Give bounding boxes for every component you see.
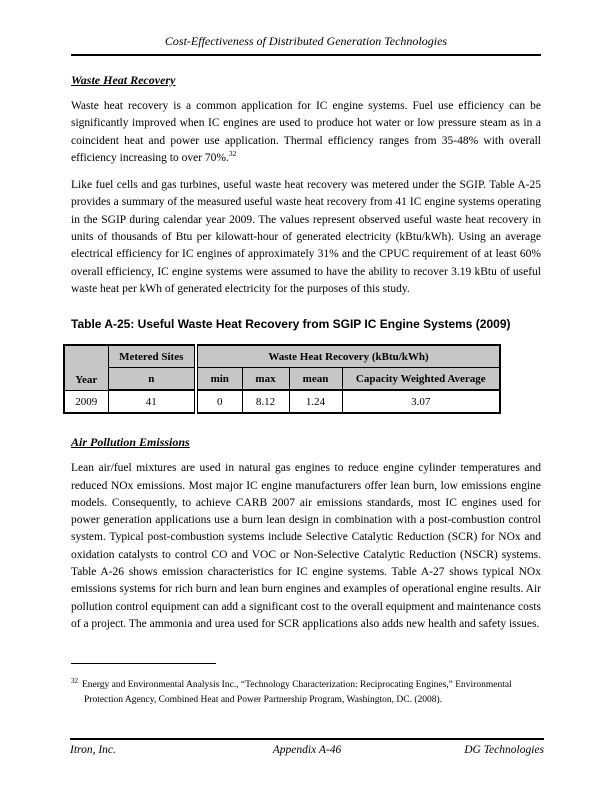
footnote-area <box>71 663 542 707</box>
footer-report-label: DG Technologies <box>464 744 544 756</box>
footnote-reference-32: 32 <box>228 149 237 159</box>
footer-company: Itron, Inc. <box>70 744 116 756</box>
page-footer <box>70 738 544 756</box>
table-header-mean: mean <box>289 368 342 391</box>
table-header-waste-heat-recovery-group: Waste Heat Recovery (kBtu/kWh) <box>196 345 500 368</box>
section-heading-waste-heat-recovery: Waste Heat Recovery <box>71 73 176 87</box>
footnote-separator-line <box>71 663 216 664</box>
paragraph-air-pollution-1: Lean air/fuel mixtures are used in natural gas engines to reduce engine cylinder temperatures and reduced NOx emissions. Most major IC engine manufacturers offer lean burn, low emissions engine models. Consequently, to achieve CARB 2007 air emissions standards, most IC engines used for power generation applications use a burn lean design in combination with a post-combustion control system. Typical post-combustion systems include Selective Catalytic Reduction (SCR) for NOx and oxidation catalysts to control CO and VOC or Non-Selective Catalytic Reduction (NSCR) systems. Table A-26 shows emission characteristics for IC engine systems. Table A-27 shows typical NOx emissions systems for rich burn and lean burn engines and examples of operational engine results. Air pollution control equipment can add a significant cost to the overall equipment and maintenance costs of a project. The ammonia and urea used for SCR applications also adds new health and safety issues. <box>71 462 541 630</box>
footnote-32 <box>71 678 542 707</box>
table-cell-year: 2009 <box>64 390 108 413</box>
table-cell-capacity-weighted-average: 3.07 <box>342 390 500 413</box>
table-row-sub-headers <box>64 368 500 391</box>
table-header-n: n <box>108 368 196 391</box>
table-header-min: min <box>196 368 242 391</box>
page-header <box>71 0 541 56</box>
table-a25 <box>63 344 501 414</box>
table-row-2009 <box>64 390 500 413</box>
footer-page-label: Appendix A-46 <box>272 744 342 756</box>
paragraph-waste-heat-1 <box>71 98 541 167</box>
footnote-text: Energy and Environmental Analysis Inc., “Technology Characterization: Reciprocating Engines,” Environmental Protection Agency, Combined Heat and Power Partnership Program, Washington, DC. (2008). <box>82 680 512 705</box>
table-header-metered-sites: Metered Sites <box>108 345 196 368</box>
table-row-group-headers <box>64 345 500 368</box>
paragraph-waste-heat-2: Like fuel cells and gas turbines, useful waste heat recovery was metered under the SGIP. Table A-25 provides a summary of the measured useful waste heat recovery from 41 IC engine systems operating in the SGIP during calendar year 2009. The values represent observed useful waste heat recovery in units of thousands of Btu per kilowatt-hour of generated electricity (kBtu/kWh). Using an average electrical efficiency for IC engines of approximately 31% and the CPUC requirement of at least 60% overall efficiency, IC engine systems were assumed to have the ability to recover 3.19 kBtu of useful waste heat per kWh of generated electricity for the purposes of this study. <box>71 179 541 295</box>
table-header-capacity-weighted-average: Capacity Weighted Average <box>342 368 500 391</box>
footnote-number: 32 <box>71 676 78 685</box>
table-cell-min: 0 <box>196 390 242 413</box>
section-heading-air-pollution-emissions: Air Pollution Emissions <box>71 435 190 450</box>
running-header-title: Cost-Effectiveness of Distributed Generation Technologies <box>164 34 448 48</box>
table-a25-title: Table A-25: Useful Waste Heat Recovery from SGIP IC Engine Systems (2009) <box>71 317 511 332</box>
table-cell-max: 8.12 <box>242 390 289 413</box>
table-header-year: Year <box>64 345 108 390</box>
table-cell-mean: 1.24 <box>289 390 342 413</box>
paragraph-text: Waste heat recovery is a common application for IC engine systems. Fuel use efficiency can be significantly improved when IC engines are used to produce hot water or low pressure steam as in a coincident heat and power use application. Thermal efficiency ranges from 35-48% with overall efficiency increasing to over 70%. <box>71 100 541 164</box>
table-cell-n: 41 <box>108 390 196 413</box>
table-header-max: max <box>242 368 289 391</box>
